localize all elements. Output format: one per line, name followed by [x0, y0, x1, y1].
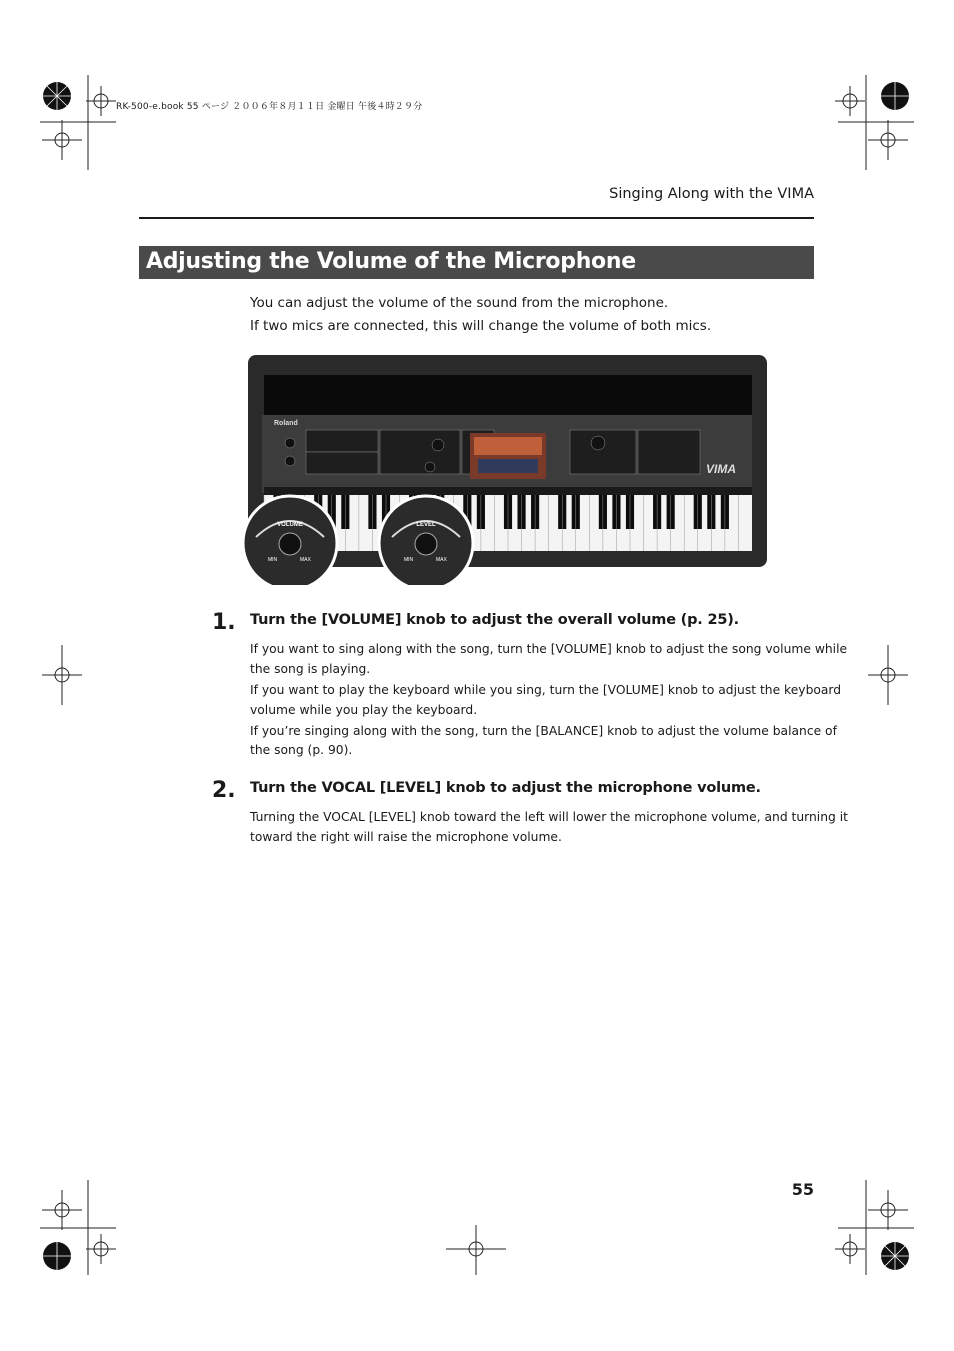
level-max-label: MAX: [436, 557, 447, 563]
volume-min-label: MIN: [268, 557, 278, 563]
running-head: Singing Along with the VIMA: [609, 186, 814, 202]
brand-label: Roland: [274, 420, 298, 427]
keyboard-illustration: [240, 355, 770, 585]
step-2-line-2: toward the right will raise the microphone volume.: [250, 830, 562, 844]
step-2-line-1: Turning the VOCAL [LEVEL] knob toward the left will lower the microphone volume, and turning it: [250, 810, 848, 824]
step-1-line-2: the song is playing.: [250, 662, 371, 676]
step-1-number: 1.: [212, 610, 236, 635]
page-number: 55: [791, 1180, 814, 1199]
volume-label: VOLUME: [277, 522, 303, 528]
section-title: Adjusting the Volume of the Microphone: [146, 249, 636, 274]
step-1-heading: Turn the [VOLUME] knob to adjust the overall volume (p. 25).: [250, 612, 739, 628]
header-rule: [139, 217, 814, 219]
intro-line-1: You can adjust the volume of the sound from the microphone.: [250, 295, 669, 311]
step-2-number: 2.: [212, 778, 236, 803]
vima-logo: VIMA: [706, 462, 736, 476]
step-1-line-4: volume while you play the keyboard.: [250, 703, 478, 717]
volume-max-label: MAX: [300, 557, 311, 563]
step-1-line-6: the song (p. 90).: [250, 743, 353, 757]
step-1-line-1: If you want to sing along with the song, turn the [VOLUME] knob to adjust the song volume while: [250, 642, 848, 656]
step-1-line-5: If you’re singing along with the song, turn the [BALANCE] knob to adjust the volume balance of: [250, 724, 837, 738]
volume-knob-icon: [279, 533, 301, 555]
level-label: LEVEL: [416, 522, 436, 528]
step-2-heading: Turn the VOCAL [LEVEL] knob to adjust the microphone volume.: [250, 780, 761, 796]
level-knob-icon: [415, 533, 437, 555]
print-info: RK-500-e.book 55 ページ ２００６年８月１１日 金曜日 午後４時２９分: [116, 102, 423, 112]
level-min-label: MIN: [404, 557, 414, 563]
step-1-line-3: If you want to play the keyboard while you sing, turn the [VOLUME] knob to adjust the keyboard: [250, 683, 842, 697]
intro-line-2: If two mics are connected, this will change the volume of both mics.: [250, 318, 712, 334]
